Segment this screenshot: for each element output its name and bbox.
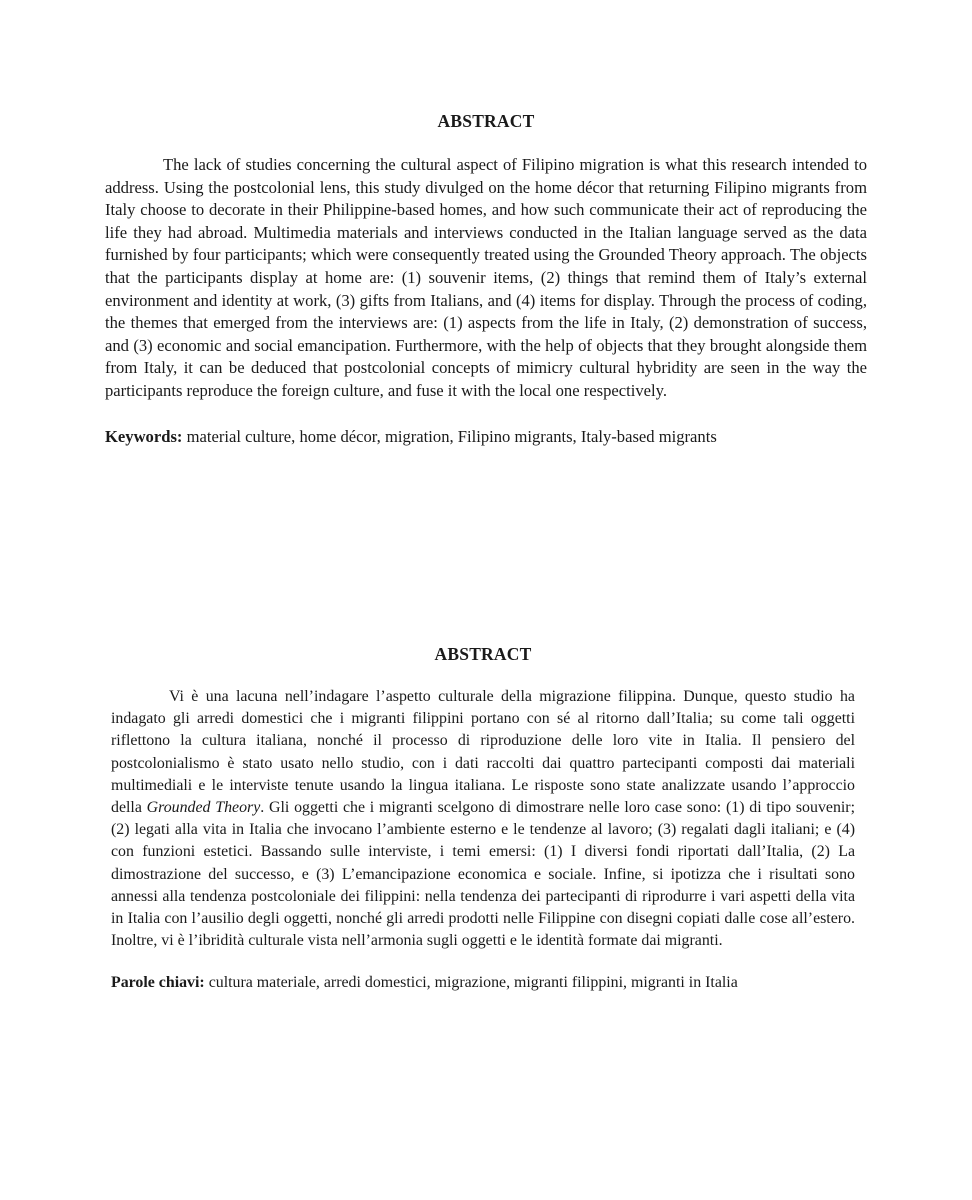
english-keywords-label: Keywords: [105, 426, 183, 446]
italian-body-italic: Grounded Theory [146, 799, 261, 817]
italian-body-part2: . Gli oggetti che i migranti scelgono di dimostrare nelle loro case sono: (1) di tipo souvenir; (2) legati alla vita in Italia che invocano l’ambiente esterno e le tendenze al lavoro; (3) regalati dagli italiani; e (4) con funzioni estetici. Bassando sulle interviste, i temi emersi: (1) I diversi fondi riportati dall’Italia, (2) La dimostrazione del successo, e (3) L’emancipazione economica e sociale. Infine, si ipotizza che i risultati sono annessi alla tendenza postcoloniale dei filippini: nella tendenza dei partecipanti di riprodurre i vari aspetti della vita in Italia con l’ausilio degli oggetti, nonché gli arredi prodotti nelle Filippine con disegni copiati dalle cose all’estero. Inoltre, vi è l’ibridità culturale vista nell’armonia sugli oggetti e le identità formate dai migranti. [111, 799, 856, 950]
english-abstract-body: The lack of studies concerning the cultural aspect of Filipino migration is what this research intended to address. Using the postcolonial lens, this study divulged on the home décor that returning Filipino migrants from Italy choose to decorate in their Philippine-based homes, and how such communicate their act of reproducing the life they had abroad. Multimedia materials and interviews conducted in the Italian language served as the data furnished by four participants; which were consequently treated using the Grounded Theory approach. The objects that the participants display at home are: (1) souvenir items, (2) things that remind them of Italy’s external environment and identity at work, (3) gifts from Italians, and (4) items for display. Through the process of coding, the themes that emerged from the interviews are: (1) aspects from the life in Italy, (2) demonstration of success, and (3) economic and social emancipation. Furthermore, with the help of objects that they brought alongside them from Italy, it can be deduced that postcolonial concepts of mimicry cultural hybridity are seen in the way the participants reproduce the foreign culture, and fuse it with the local one respectively. [105, 155, 867, 400]
english-keywords [105, 426, 867, 449]
italian-abstract [111, 642, 855, 995]
italian-keywords [111, 972, 855, 994]
italian-abstract-heading: ABSTRACT [434, 644, 532, 664]
italian-body-part1: Vi è una lacuna nell’indagare l’aspetto culturale della migrazione filippina. Dunque, questo studio ha indagato gli arredi domestici che i migranti filippini portano con sé al ritorno dall’Italia; su come tali oggetti riflettono la cultura italiana, nonché il processo di riproduzione delle loro vite in Italia. Il pensiero del postcolonialismo è stato usato nello studio, con i dati raccolti dai quattro partecipanti composti dai materiali multimediali e le interviste tenute usando la lingua italiana. Le risposte sono state analizzate usando l’approccio della [111, 688, 855, 817]
italian-abstract-body [111, 686, 855, 952]
italian-keywords-label: Parole chiavi: [111, 974, 205, 992]
italian-keywords-list: cultura materiale, arredi domestici, migrazione, migranti filippini, migranti in Italia [208, 974, 738, 992]
english-abstract [105, 109, 867, 448]
english-abstract-heading: ABSTRACT [437, 111, 535, 131]
english-keywords-list: material culture, home décor, migration, Filipino migrants, Italy-based migrants [186, 426, 717, 446]
